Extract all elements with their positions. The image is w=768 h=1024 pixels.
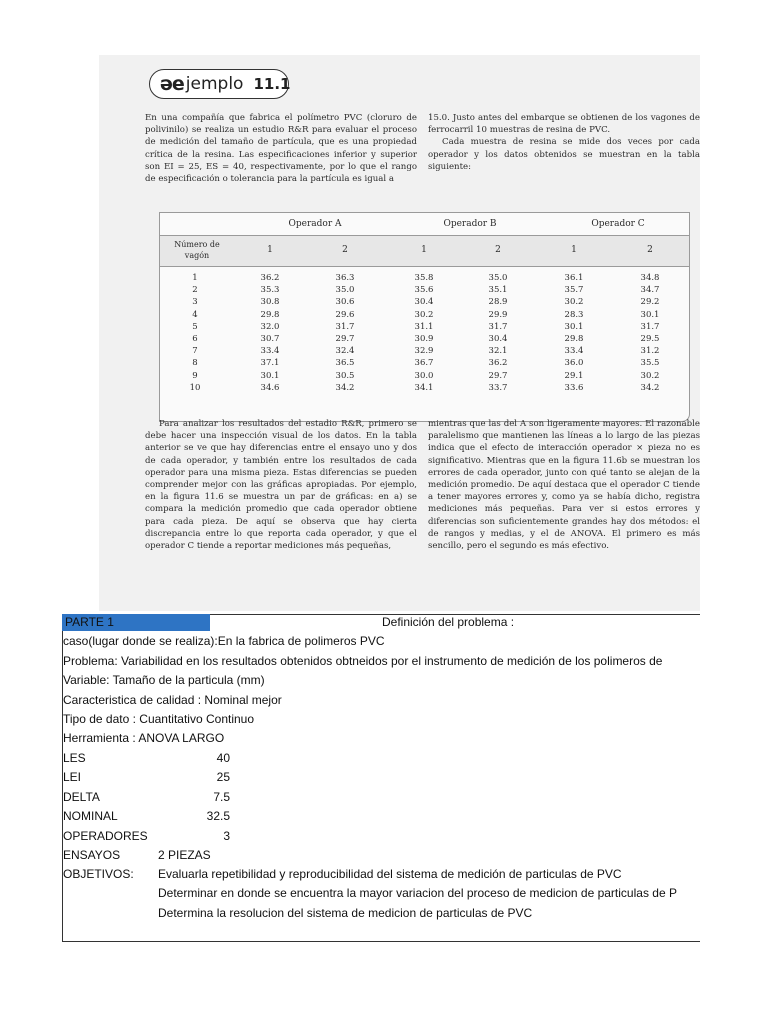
wagon-number-cell: 10 <box>189 382 201 393</box>
measurement-cell: 33.7 <box>488 382 508 393</box>
measurement-cell: 36.1 <box>564 273 584 283</box>
measurement-cell: 31.7 <box>335 321 355 332</box>
measurement-cell: 35.6 <box>414 285 434 296</box>
measurement-cell: 29.9 <box>488 309 508 320</box>
measurement-cell: 30.4 <box>414 297 434 308</box>
measurement-cell: 30.5 <box>335 370 355 381</box>
measurement-cell: 29.7 <box>488 370 508 381</box>
wagon-number-cell: 2 <box>192 285 198 296</box>
trial-header: 1 <box>267 245 273 255</box>
trial-header: 1 <box>421 245 427 255</box>
measurement-cell: 32.0 <box>260 321 280 332</box>
measurement-cell: 30.9 <box>414 334 434 344</box>
measurement-cell: 36.5 <box>335 358 355 369</box>
measurement-cell: 30.2 <box>564 297 584 308</box>
measurement-cell: 32.4 <box>335 346 355 357</box>
table-row <box>160 358 689 369</box>
measurement-cell: 36.7 <box>414 358 434 369</box>
trial-header-row <box>160 236 689 267</box>
wagon-number-cell: 8 <box>192 358 198 369</box>
measurement-cell: 34.2 <box>640 382 660 393</box>
measurement-cell: 34.7 <box>640 285 660 296</box>
caso-cell[interactable]: caso(lugar donde se realiza):En la fabrica de polimeros PVC <box>63 634 385 648</box>
ensayos-label-cell[interactable]: ENSAYOS <box>63 848 121 862</box>
measurement-cell: 29.8 <box>260 309 280 320</box>
book-excerpt <box>99 55 700 611</box>
example-number: 11.1 <box>253 75 291 93</box>
measurement-cell: 30.0 <box>414 370 434 381</box>
definicion-cell[interactable]: Definición del problema : <box>382 615 515 629</box>
delta-label-cell[interactable]: DELTA <box>63 790 100 804</box>
analysis-right-text: mientras que las del A son ligeramente mayores. El razonable paralelismo que mantienen las líneas a lo largo de las piezas indica que el efecto de interacción operador × pieza no es significativo. Mientras que en la figura 11.6b se muestran los errores de cada operador, junto con qué tanto se alejan de la medición promedio. De aquí destaca que el operador C tiende a tener mayores errores y, como ya se había dicho, registra mediciones más pequeñas. Para ver si estos errores y diferencias son suficientemente grandes hay dos métodos: el de rangos y medias, y el de ANOVA. El primero es más sencillo, pero el segundo es más efectivo. <box>428 419 700 552</box>
measurement-cell: 35.8 <box>414 273 434 283</box>
table-row <box>160 297 689 308</box>
measurement-cell: 37.1 <box>260 358 280 369</box>
wagon-number-cell: 1 <box>192 273 198 283</box>
measurement-cell: 28.3 <box>564 309 584 320</box>
measurement-cell: 36.0 <box>564 358 584 369</box>
wagon-number-header: Número de vagón <box>174 240 220 260</box>
intro-left-text: En una compañía que fabrica el polímetro PVC (cloruro de polivinilo) se realiza un estudio R&R para evaluar el proceso de medición del tamaño de partícula, que es una propiedad crítica de la resina. Las especificaciones inferior y superior son EI = 25, ES = 40, respectivamente, por lo que el rango de especificación o tolerancia para la partícula es igual a <box>145 113 417 185</box>
wagon-number-cell: 4 <box>192 309 198 320</box>
measurement-cell: 35.3 <box>260 285 280 296</box>
example-badge <box>149 69 289 99</box>
herramienta-cell[interactable]: Herramienta : ANOVA LARGO <box>63 731 225 745</box>
measurement-cell: 30.1 <box>260 370 280 381</box>
objetivo-3-cell[interactable]: Determina la resolucion del sistema de medicion de particulas de PVC <box>158 906 533 920</box>
measurement-cell: 29.5 <box>640 334 660 344</box>
measurement-cell: 35.5 <box>640 358 660 369</box>
nominal-label-cell[interactable]: NOMINAL <box>63 809 118 823</box>
measurement-cell: 33.4 <box>260 346 280 357</box>
caracteristica-cell[interactable]: Caracteristica de calidad : Nominal mejor <box>63 693 282 707</box>
measurement-cell: 32.1 <box>488 346 508 357</box>
measurement-cell: 30.1 <box>564 321 584 332</box>
problema-cell[interactable]: Problema: Variabilidad en los resultados obtenidos obtneidos por el instrumento de medición de los polimeros de <box>63 654 663 668</box>
measurement-cell: 30.7 <box>260 334 280 344</box>
measurement-cell: 29.8 <box>564 334 584 344</box>
intro-right <box>428 112 700 173</box>
tipo-dato-cell[interactable]: Tipo de dato : Cuantitativo Continuo <box>63 712 255 726</box>
measurement-cell: 32.9 <box>414 346 434 357</box>
measurement-cell: 30.1 <box>640 309 660 320</box>
intro-right-text-2: Cada muestra de resina se mide dos veces por cada operador y los datos obtenidos se muestran en la tabla siguiente: <box>428 137 700 172</box>
measurement-cell: 34.8 <box>640 273 660 283</box>
measurement-cell: 34.6 <box>260 382 280 393</box>
analysis-right <box>428 418 700 552</box>
lei-label-cell[interactable]: LEI <box>63 770 82 784</box>
objetivo-1-cell[interactable]: Evaluarla repetibilidad y reproducibilidad del sistema de medición de particulas de PVC <box>158 867 622 881</box>
trial-header: 2 <box>495 245 501 255</box>
measurement-cell: 36.2 <box>260 273 280 283</box>
measurement-cell: 31.7 <box>640 321 660 332</box>
trial-header: 2 <box>342 245 348 255</box>
sheet-bottom-border <box>62 941 700 942</box>
les-label-cell[interactable]: LES <box>63 751 86 765</box>
intro-right-text-1: 15.0. Justo antes del embarque se obtienen de los vagones de ferrocarril 10 muestras de resina de PVC. <box>428 113 700 136</box>
wagon-number-cell: 7 <box>192 346 198 357</box>
measurement-cell: 35.0 <box>488 273 508 283</box>
operadores-label-cell[interactable]: OPERADORES <box>63 829 148 843</box>
operator-b-header: Operador B <box>443 219 497 229</box>
measurements-table <box>159 212 690 422</box>
table-row <box>160 383 689 394</box>
measurement-cell: 36.2 <box>488 358 508 369</box>
table-row <box>160 346 689 357</box>
operator-c-header: Operador C <box>591 219 645 229</box>
trial-header: 1 <box>571 245 577 255</box>
nominal-value-cell[interactable]: 32.5 <box>206 809 230 823</box>
table-row <box>160 334 689 345</box>
wagon-number-cell: 3 <box>192 297 198 308</box>
operator-header-row <box>160 213 689 236</box>
wagon-number-cell: 9 <box>192 370 198 381</box>
intro-left <box>145 112 417 185</box>
measurement-cell: 31.1 <box>414 321 434 332</box>
measurement-cell: 29.2 <box>640 297 660 308</box>
les-value-cell[interactable]: 40 <box>216 751 230 765</box>
table-row <box>160 285 689 296</box>
table-row <box>160 371 689 382</box>
measurement-cell: 29.1 <box>564 370 584 381</box>
measurement-cell: 31.2 <box>640 346 660 357</box>
trial-header: 2 <box>647 245 653 255</box>
measurement-cell: 35.0 <box>335 285 355 296</box>
measurement-cell: 34.1 <box>414 382 434 393</box>
operadores-value-cell[interactable]: 3 <box>223 829 230 843</box>
measurement-cell: 33.4 <box>564 346 584 357</box>
lei-value-cell[interactable]: 25 <box>216 770 230 784</box>
measurement-cell: 30.4 <box>488 334 508 344</box>
objetivo-2-cell[interactable]: Determinar en donde se encuentra la mayor variacion del proceso de medicion de particulas de P <box>158 886 677 900</box>
measurement-cell: 36.3 <box>335 273 355 283</box>
wagon-number-cell: 6 <box>192 334 198 344</box>
ensayos-value-cell[interactable]: 2 PIEZAS <box>158 848 211 862</box>
measurement-cell: 28.9 <box>488 297 508 308</box>
delta-value-cell[interactable]: 7.5 <box>213 790 230 804</box>
measurement-cell: 30.8 <box>260 297 280 308</box>
variable-cell[interactable]: Variable: Tamaño de la particula (mm) <box>63 673 265 687</box>
objetivos-label-cell[interactable]: OBJETIVOS: <box>63 867 134 881</box>
ejemplo-word: jemplo <box>185 74 244 94</box>
wagon-number-cell: 5 <box>192 321 198 332</box>
operator-a-header: Operador A <box>288 219 342 229</box>
analysis-left <box>145 418 417 552</box>
ejemplo-logo: əe <box>160 73 184 95</box>
measurement-cell: 31.7 <box>488 321 508 332</box>
table-row <box>160 322 689 333</box>
measurement-cell: 30.2 <box>414 309 434 320</box>
measurement-cell: 35.1 <box>488 285 508 296</box>
measurement-cell: 30.2 <box>640 370 660 381</box>
measurement-cell: 30.6 <box>335 297 355 308</box>
analysis-left-text: Para analizar los resultados del estadio R&R, primero se debe hacer una inspección visual de los datos. En la tabla anterior se ve que hay diferencias entre el ensayo uno y dos de cada operador, y también entre los resultados de cada operador para una misma pieza. Estas diferencias se pueden comprender mejor con las gráficas apropiadas. Por ejemplo, en la figura 11.6 se muestra un par de gráficas: en a) se compara la medición promedio que cada operador obtiene para cada pieza. De aquí se observa que hay cierta discrepancia entre lo que reporta cada operador, y que el operador C tiende a reportar mediciones más pequeñas, <box>145 419 417 552</box>
measurement-cell: 35.7 <box>564 285 584 296</box>
measurement-cell: 33.6 <box>564 382 584 393</box>
measurement-cell: 34.2 <box>335 382 355 393</box>
table-row <box>160 310 689 321</box>
table-row <box>160 273 689 284</box>
parte-cell[interactable]: PARTE 1 <box>62 614 210 631</box>
measurement-cell: 29.6 <box>335 309 355 320</box>
measurement-cell: 29.7 <box>335 334 355 344</box>
